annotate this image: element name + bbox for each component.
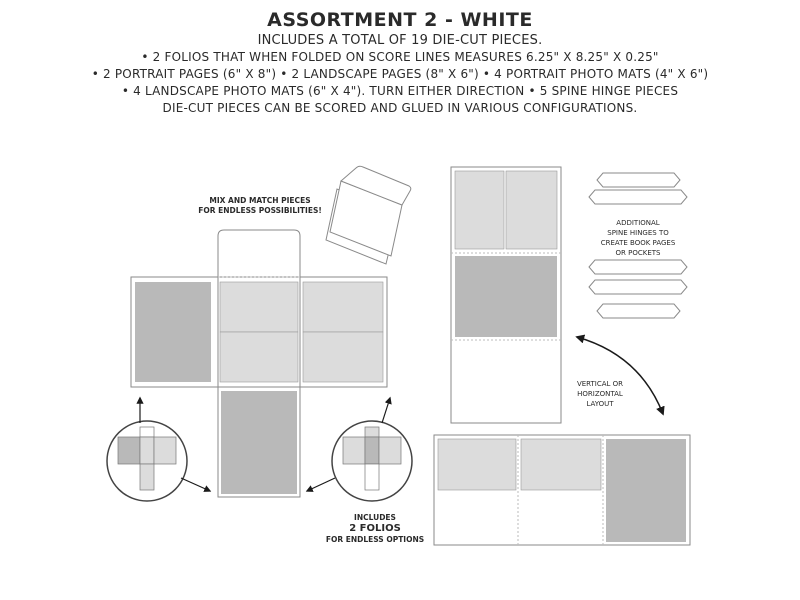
horizontal-folio-mat-left — [438, 439, 516, 490]
spine-hinge-3 — [589, 260, 687, 274]
horizontal-folio-mat-middle — [521, 439, 601, 490]
folios-callout-line-2: 2 FOLIOS — [349, 523, 401, 534]
cross-folio-right-mat-top — [303, 282, 383, 332]
folios-callout-line-3: FOR ENDLESS OPTIONS — [325, 535, 425, 544]
cross-layout-thumbnail-left — [107, 421, 187, 501]
spine-hinge-4 — [589, 280, 687, 294]
spine-callout-line-2: SPINE HINGES TO — [607, 229, 669, 237]
cross-folio-center-mat-top — [220, 282, 298, 332]
folios-callout — [315, 513, 435, 545]
vertical-folio-mat-landscape — [455, 256, 557, 337]
header-line-folios: • 2 FOLIOS THAT WHEN FOLDED ON SCORE LINES MEASURES 6.25" X 8.25" X 0.25" — [141, 50, 659, 64]
layout-callout-line-3: LAYOUT — [586, 400, 614, 408]
spine-hinge-2 — [589, 190, 687, 204]
arrow-right-up — [382, 398, 390, 423]
layout-callout-line-2: HORIZONTAL — [577, 390, 623, 398]
header-line-pages: • 2 PORTRAIT PAGES (6" X 8") • 2 LANDSCAPE PAGES (8" X 6") • 4 PORTRAIT PHOTO MATS (4" X 6") — [91, 67, 709, 81]
vertical-folio-mat-left — [455, 171, 504, 249]
horizontal-folio-mat-right — [606, 439, 686, 542]
header-line-scoring: DIE-CUT PIECES CAN BE SCORED AND GLUED IN VARIOUS CONFIGURATIONS. — [162, 101, 638, 115]
mix-match-callout — [185, 196, 335, 216]
layout-callout-line-1: VERTICAL OR — [576, 380, 624, 388]
folios-callout-line-1: INCLUDES — [354, 513, 396, 522]
mix-match-line-2: FOR ENDLESS POSSIBILITIES! — [198, 206, 322, 215]
folded-folio-illustration — [326, 166, 411, 264]
header-line-mats: • 4 LANDSCAPE PHOTO MATS (6" X 4"). TURN EITHER DIRECTION • 5 SPINE HINGE PIECES — [121, 84, 679, 98]
mix-match-line-1: MIX AND MATCH PIECES — [209, 196, 311, 205]
vertical-folio-mat-right — [506, 171, 557, 249]
spine-hinge-1 — [597, 173, 680, 187]
spine-hinge-5 — [597, 304, 680, 318]
arrow-right-left — [307, 478, 335, 491]
cross-folio-bottom-mat — [221, 391, 297, 494]
vertical-folio — [451, 167, 561, 423]
spine-hinge-callout — [583, 218, 693, 258]
arrow-left-right — [181, 478, 210, 491]
cross-folio-center-mat-bottom — [220, 332, 298, 382]
layout-callout — [560, 379, 640, 409]
cross-layout-thumbnail-right — [332, 421, 412, 501]
spine-callout-line-3: CREATE BOOK PAGES — [600, 239, 676, 247]
header-line-total: INCLUDES A TOTAL OF 19 DIE-CUT PIECES. — [257, 33, 543, 48]
horizontal-folio — [434, 435, 690, 545]
spine-callout-line-1: ADDITIONAL — [616, 219, 660, 227]
product-title: ASSORTMENT 2 - WHITE — [267, 9, 533, 31]
cross-folio-right-mat-bottom — [303, 332, 383, 382]
spine-callout-line-4: OR POCKETS — [615, 249, 661, 257]
cross-folio-left-mat — [135, 282, 211, 382]
